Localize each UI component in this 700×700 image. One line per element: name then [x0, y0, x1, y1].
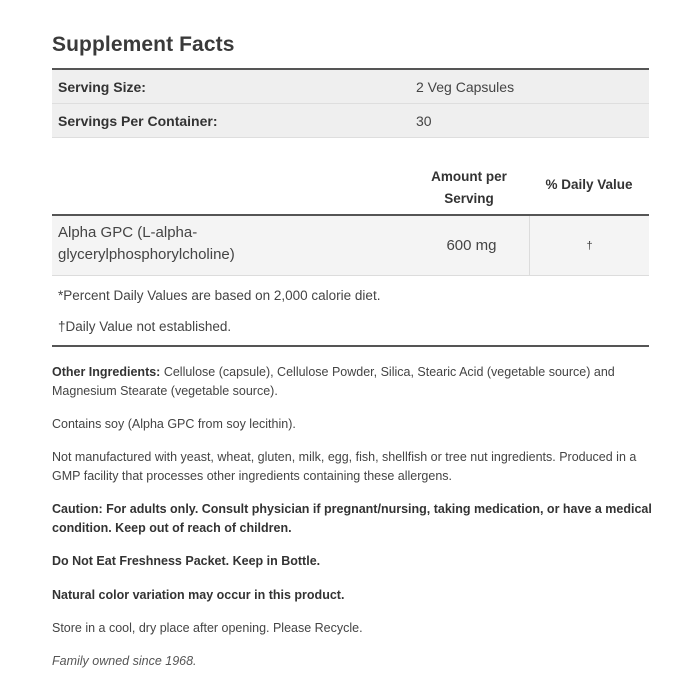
- color-variation-statement: Natural color variation may occur in this product.: [52, 588, 345, 602]
- other-ingredients: [52, 363, 652, 401]
- ingredient-name: Alpha GPC (L-alpha- glycerylphosphorylcholine): [58, 224, 235, 263]
- ingredient-row: [52, 216, 649, 276]
- servings-per-container-value: 30: [416, 112, 432, 129]
- ingredient-amount: 600 mg: [446, 237, 497, 254]
- ingredient-daily-value: †: [529, 216, 649, 275]
- supplement-facts-table: [52, 68, 649, 347]
- percent-daily-value-note: *Percent Daily Values are based on 2,000 calorie diet.: [58, 288, 381, 303]
- serving-size-label: Serving Size:: [58, 78, 146, 95]
- amount-per-serving-header: Amount per Serving: [431, 169, 507, 206]
- freshness-statement: Do Not Eat Freshness Packet. Keep in Bottle.: [52, 554, 321, 568]
- daily-value-header: % Daily Value: [545, 177, 633, 192]
- dagger-note: †Daily Value not established.: [58, 319, 232, 334]
- storage-statement: Store in a cool, dry place after opening. Please Recycle.: [52, 621, 363, 635]
- soy-statement: Contains soy (Alpha GPC from soy lecithin).: [52, 417, 296, 431]
- other-ingredients-value: Cellulose (capsule), Cellulose Powder, Silica, Stearic Acid (vegetable source) and Magnesium Stearate (vegetable source).: [52, 365, 615, 398]
- servings-per-container-row: [52, 104, 649, 138]
- bottom-rule: [52, 345, 649, 347]
- column-headers: [52, 138, 649, 214]
- family-owned-statement: Family owned since 1968.: [52, 654, 197, 668]
- serving-size-value: 2 Veg Capsules: [416, 78, 515, 95]
- page-title: Supplement Facts: [52, 33, 235, 56]
- servings-per-container-label: Servings Per Container:: [58, 112, 218, 129]
- serving-size-row: [52, 70, 649, 104]
- caution-statement: Caution: For adults only. Consult physician if pregnant/nursing, taking medication, or have a medical condition. Keep out of reach of children.: [52, 502, 652, 535]
- other-ingredients-label: Other Ingredients:: [52, 365, 161, 379]
- allergen-statement: Not manufactured with yeast, wheat, gluten, milk, egg, fish, shellfish or tree nut ingredients. Produced in a GMP facility that processes other ingredients containing these allergens.: [52, 450, 637, 483]
